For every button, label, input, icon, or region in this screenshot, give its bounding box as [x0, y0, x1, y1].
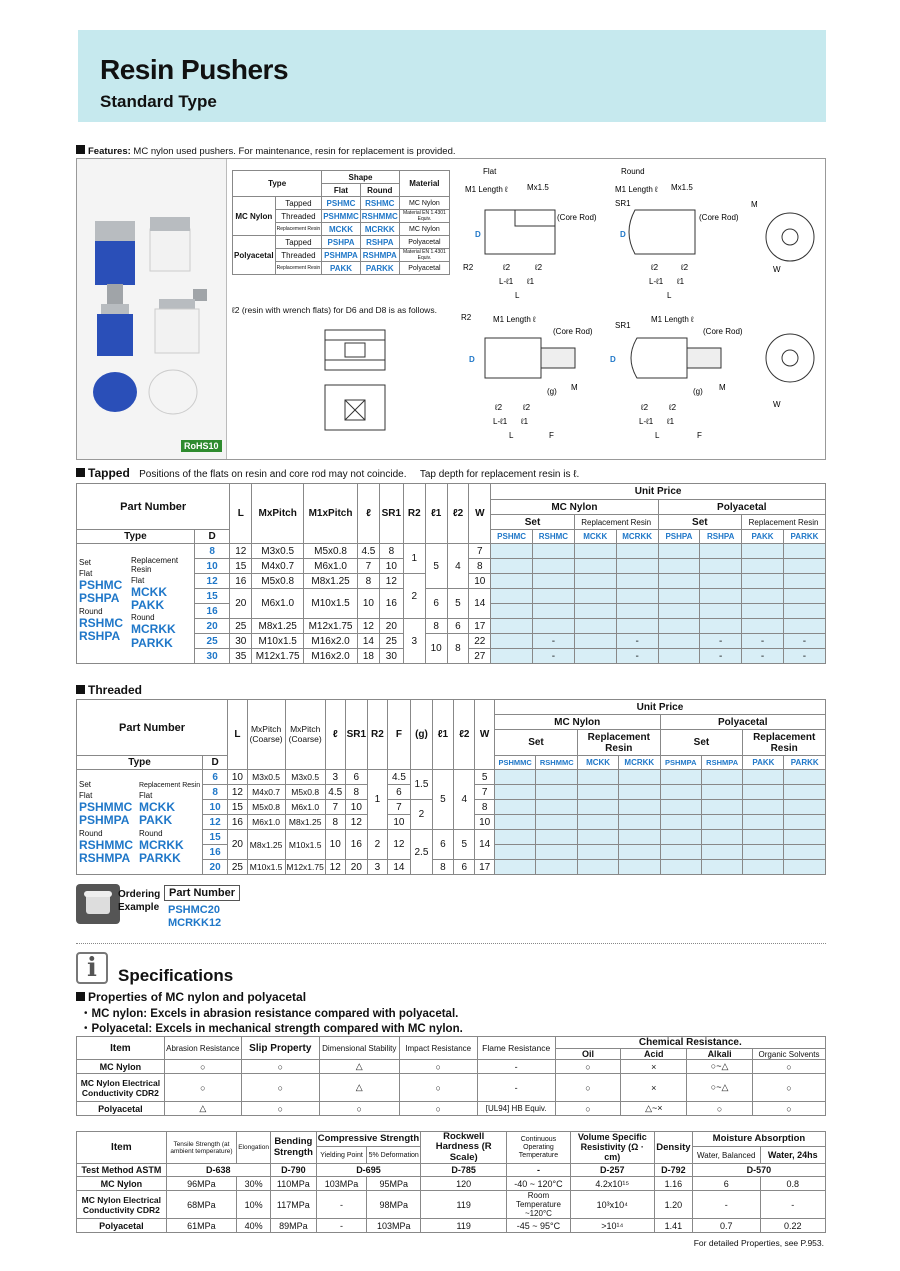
- svg-text:M1 Length ℓ: M1 Length ℓ: [615, 185, 658, 194]
- svg-text:(Core Rod): (Core Rod): [557, 213, 597, 222]
- label-flat: Flat: [483, 167, 497, 176]
- threaded-table: Part Number L MxPitch (Coarse) MxPitch (Coarse) ℓ SR1 R2 F (g) ℓ1 ℓ2 W Unit Price MC Nylon Polyacetal Set Replacement Resin Set Replacement Resin Type D PSHMMC RSHMMC MCKK MCRKK PSHMPA RSHMPA PAKK PARKK Set Flat PSHMMC PSHMPA Round RSHMMC RSHMPA Replacement Resin Flat MCKK PAKK Round MCRKK PARKK 6 10 M3x0.5 M3x0.5 3 6 1 4.5 1.5 5 4 5 8 12 M4x0.7 M5x0.8 4.5 8 6 7 10 15 M5x0.8 M6x1.0 7 10 7 2 8 12 16 M6x1.0 M8x1.25 8 12 10 10 15 20 M8x1.25 M10x1.5 10 16 2 12 2.5 6 5 14 16 20 25 M10x1.5 M12x1.75 12 20 3 14 8 6 17: [76, 699, 826, 875]
- divider: [76, 943, 826, 944]
- svg-text:D: D: [620, 230, 626, 239]
- svg-text:R2: R2: [463, 263, 474, 272]
- steel-body: [150, 217, 190, 231]
- threaded-stud-2: [193, 289, 207, 301]
- ordering-part-label: Part Number: [164, 885, 240, 901]
- svg-text:M: M: [751, 200, 758, 209]
- round-threaded-body: [631, 338, 687, 378]
- wrench-note: ℓ2 (resin with wrench flats) for D6 and D8 is as follows.: [232, 305, 437, 315]
- svg-text:(Core Rod): (Core Rod): [703, 327, 743, 336]
- svg-text:D: D: [610, 355, 616, 364]
- svg-text:L-ℓ1: L-ℓ1: [499, 277, 514, 286]
- svg-text:ℓ2: ℓ2: [681, 263, 689, 272]
- svg-text:ℓ2: ℓ2: [641, 403, 649, 412]
- svg-text:D: D: [469, 355, 475, 364]
- spec-bullet-2: ・Polyacetal: Excels in mechanical strength compared with MC nylon.: [80, 1023, 463, 1035]
- svg-text:W: W: [773, 400, 781, 409]
- svg-text:L-ℓ1: L-ℓ1: [639, 417, 654, 426]
- dimension-drawings: [455, 162, 825, 454]
- end-view-top: [766, 213, 814, 261]
- svg-text:M: M: [719, 383, 726, 392]
- svg-text:L: L: [515, 291, 520, 300]
- svg-text:M: M: [571, 383, 578, 392]
- svg-text:ℓ2: ℓ2: [523, 403, 531, 412]
- footer-note: For detailed Properties, see P.953.: [693, 1238, 824, 1248]
- steel-cap: [95, 221, 135, 241]
- white-resin-threaded: [155, 309, 199, 353]
- svg-text:D: D: [475, 230, 481, 239]
- chem-table: Item Abrasion Resistance Slip Property Dimensional Stability Impact Resistance Flame Resistance Chemical Resistance. Oil Acid Alkali Organic Solvents MC Nylon ○ ○ △ ○ - ○ × ○~△ ○ MC Nylon Electrical Conductivity CDR2 ○ ○ △ ○ - ○ × ○~△ ○ Polyacetal △ ○ ○ ○ [UL94] HB Equiv. ○ △~× ○ ○: [76, 1036, 826, 1116]
- round-tapped-body: [629, 210, 695, 254]
- svg-text:L: L: [667, 291, 672, 300]
- label-round: Round: [621, 167, 645, 176]
- wrench-flat-sketch: [310, 325, 410, 435]
- flat-tapped-body: [485, 210, 555, 254]
- tapped-table: Part Number L MxPitch M1xPitch ℓ SR1 R2 ℓ1 ℓ2 W Unit Price MC Nylon Polyacetal Set Replacement Resin Set Replacement Resin Type D PSHMC RSHMC MCKK MCRKK PSHPA RSHPA PAKK PARKK Set Flat PSHMC PSHPA Round RSHMC RSHPA Replacement Resin Flat MCKK PAKK Round MCRKK PARKK 8 12 M3x0.5 M5x0.8 4.5 8 1 5 4 7 10 15 M4x0.7 M6x1.0 7 10 8 12 16 M5x0.8 M8x1.25 8 12 2 10 15 20 M6x1.0 M10x1.5 10 16 6 5 14 16 20 25 M8x1.25 M12x1.75 12 20 3 8 6 17 25 30 M10x1.5 M16x2.0 14 25 10 8 22 - - - - - 30 35 M12x1.75 M16x2.0 18 30 27 - - - - -: [76, 483, 826, 664]
- svg-text:L-ℓ1: L-ℓ1: [649, 277, 664, 286]
- info-icon: i: [76, 952, 108, 984]
- svg-text:F: F: [549, 431, 554, 440]
- svg-text:ℓ2: ℓ2: [503, 263, 511, 272]
- svg-text:M1 Length ℓ: M1 Length ℓ: [493, 315, 536, 324]
- blue-resin-threaded: [97, 314, 133, 356]
- ordering-examples: PSHMC20 MCRKK12: [168, 904, 222, 930]
- svg-text:ℓ1: ℓ1: [527, 277, 535, 286]
- svg-text:ℓ2: ℓ2: [495, 403, 503, 412]
- blue-resin: [95, 241, 135, 285]
- svg-text:(Core Rod): (Core Rod): [553, 327, 593, 336]
- svg-text:ℓ1: ℓ1: [521, 417, 529, 426]
- title-banner: [78, 30, 826, 122]
- svg-text:W: W: [773, 265, 781, 274]
- end-view-bottom: [766, 334, 814, 382]
- product-photo: [77, 159, 227, 459]
- svg-text:SR1: SR1: [615, 321, 631, 330]
- spec-title: Specifications: [118, 966, 234, 985]
- flat-threaded-body: [485, 338, 541, 378]
- svg-text:R2: R2: [461, 313, 472, 322]
- shape-table: Type Shape Material Flat Round MC Nylon Tapped PSHMC RSHMC MC Nylon Threaded PSHMMC RSHMMC Material EN 1.4301 Equiv. Replacement Resin MCKK MCRKK MC Nylon Polyacetal Tapped PSHPA RSHPA Polyacetal Threaded PSHMPA RSHMPA Material EN 1.4301 Equiv. Replacement Resin PAKK PARKK Polyacetal: [232, 170, 450, 275]
- svg-text:Mx1.5: Mx1.5: [527, 183, 549, 192]
- svg-text:(g): (g): [547, 387, 557, 396]
- steel-ring: [101, 304, 129, 314]
- phone-icon: [76, 884, 120, 924]
- threaded-heading: Threaded: [76, 683, 142, 697]
- svg-text:ℓ1: ℓ1: [677, 277, 685, 286]
- svg-text:ℓ1: ℓ1: [667, 417, 675, 426]
- svg-text:F: F: [697, 431, 702, 440]
- pushers-illustration: [77, 159, 227, 459]
- svg-text:SR1: SR1: [615, 199, 631, 208]
- svg-text:L: L: [509, 431, 514, 440]
- blue-replacement: [93, 372, 137, 412]
- svg-text:ℓ2: ℓ2: [651, 263, 659, 272]
- tapped-type-cell: Set Flat PSHMC PSHPA Round RSHMC RSHPA Replacement Resin Flat MCKK PAKK Round MCRKK PARKK: [77, 544, 195, 664]
- page-title: Resin Pushers: [100, 54, 289, 85]
- svg-text:M1 Length ℓ: M1 Length ℓ: [651, 315, 694, 324]
- svg-text:Mx1.5: Mx1.5: [671, 183, 693, 192]
- svg-text:M1 Length ℓ: M1 Length ℓ: [465, 185, 508, 194]
- threaded-stud: [107, 284, 123, 304]
- threaded-type-cell: Set Flat PSHMMC PSHMPA Round RSHMMC RSHMPA Replacement Resin Flat MCKK PAKK Round MCRKK PARKK: [77, 770, 203, 875]
- svg-text:L-ℓ1: L-ℓ1: [493, 417, 508, 426]
- spec-bullet-1: ・MC nylon: Excels in abrasion resistance compared with polyacetal.: [80, 1008, 459, 1020]
- rohs-badge: RoHS10: [181, 440, 222, 452]
- spec-subtitle: Properties of MC nylon and polyacetal: [76, 990, 306, 1004]
- svg-text:(g): (g): [693, 387, 703, 396]
- svg-text:L: L: [655, 431, 660, 440]
- white-replacement: [149, 370, 197, 414]
- ordering-label: Ordering Example: [118, 889, 161, 913]
- mech-table: Item Tensile Strength (at ambient temperature) Elongation Bending Strength Compressive Strength Rockwell Hardness (R Scale) Continuous Operating Temperature Volume Specific Resistivity (Ω · cm) Density Moisture Absorption Yielding Point 5% Deformation Water, Balanced Water, 24hs Test Method ASTM D-638 D-790 D-695 D-785 - D-257 D-792 D-570 MC Nylon 96MPa 30% 110MPa 103MPa 95MPa 120 -40 ~ 120°C 4.2x10¹⁵ 1.16 6 0.8 MC Nylon Electrical Conductivity CDR2 68MPa 10% 117MPa - 98MPa 119 Room Temperature ~120°C 10³x10⁴ 1.20 - - Polyacetal 61MPa 40% 89MPa - 103MPa 119 -45 ~ 95°C >10¹⁴ 1.41 0.7 0.22: [76, 1131, 826, 1233]
- svg-text:ℓ2: ℓ2: [535, 263, 543, 272]
- features-line: Features: MC nylon used pushers. For maintenance, resin for replacement is provided.: [76, 145, 456, 157]
- tapped-heading: Tapped Positions of the flats on resin and core rod may not coincide. Tap depth for replacement resin is ℓ.: [76, 466, 579, 480]
- svg-text:(Core Rod): (Core Rod): [699, 213, 739, 222]
- svg-text:ℓ2: ℓ2: [669, 403, 677, 412]
- white-resin: [150, 229, 190, 271]
- page-subtitle: Standard Type: [100, 92, 217, 111]
